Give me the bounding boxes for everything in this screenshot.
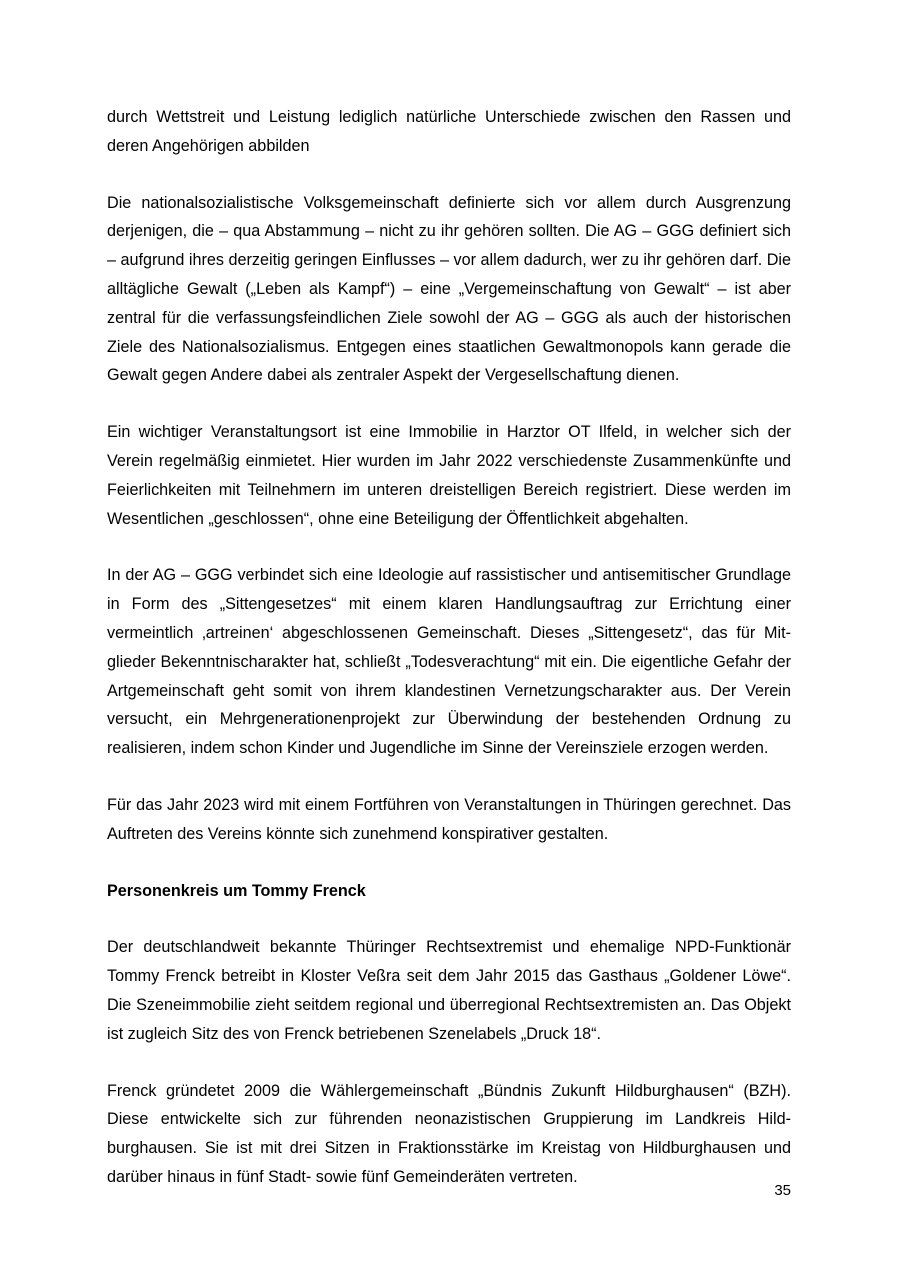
section-heading: Personenkreis um Tommy Frenck	[107, 881, 366, 900]
page-number: 35	[774, 1182, 791, 1199]
paragraph-volksgemeinschaft: Die nationalsozialistische Volksgemeinschaft definierte sich vor allem durch Ausgrenzung derjenigen, die – qua Abstammung – nicht zu ihr gehören sollten. Die AG – GGG definiert sich – aufgrund ihres derzeitig geringen Einflusses – vor allem dadurch, wer zu ihr gehören darf. Die alltägliche Gewalt („Leben als Kampf“) – eine „Vergemeinschaftung von Gewalt“ – ist aber zentral für die verfassungsfeindlichen Ziele sowohl der AG – GGG als auch der historischen Ziele des Nationalsozialismus. Entgegen eines staatlichen Gewaltmonopols kann gerade die Gewalt gegen Andere dabei als zentraler Aspekt der Vergesellschaftung dienen.	[107, 193, 791, 385]
page-body	[107, 103, 791, 1220]
paragraph-racial-differences: durch Wettstreit und Leistung lediglich natürliche Unterschiede zwischen den Rassen und deren Angehörigen abbilden	[107, 108, 791, 155]
paragraph-frenck-gasthaus: Der deutschlandweit bekannte Thüringer Rechtsextremist und ehemalige NPD-Funktionär Tommy Frenck betreibt in Kloster Veßra seit dem Jahr 2015 das Gasthaus „Goldener Löwe“. Die Szeneimmobilie zieht seitdem regional und überregional Rechtsextremisten an. Das Objekt ist zugleich Sitz des von Frenck betriebenen Szenelabels „Druck 18“.	[107, 938, 791, 1043]
paragraph-frenck-bzh: Frenck gründetet 2009 die Wählergemeinschaft „Bündnis Zukunft Hildburghausen“ (BZH). Diese entwickelte sich zur führenden neonazistischen Gruppierung im Landkreis Hildburghausen. Sie ist mit drei Sitzen in Fraktionsstärke im Kreistag von Hildburghausen und darüber hinaus in fünf Stadt- sowie fünf Gemeinderäten vertreten.	[107, 1081, 791, 1186]
paragraph-ideology: In der AG – GGG verbindet sich eine Ideologie auf rassistischer und antisemitischer Grundlage in Form des „Sittengesetzes“ mit einem klaren Handlungsauftrag zur Errichtung einer vermeintlich ‚artreinen‘ abgeschlossenen Gemeinschaft. Dieses „Sittengesetz“, das für Mitglieder Bekenntnischarakter hat, schließt „Todesverachtung“ mit ein. Die eigentliche Gefahr der Artgemeinschaft geht somit von ihrem klandestinen Vernetzungscharakter aus. Der Verein versucht, ein Mehrgenerationenprojekt zur Überwindung der bestehenden Ordnung zu realisieren, indem schon Kinder und Jugendliche im Sinne der Vereinsziele erzogen werden.	[107, 566, 791, 758]
paragraph-venue-ilfeld: Ein wichtiger Veranstaltungsort ist eine Immobilie in Harztor OT Ilfeld, in welcher sich der Verein regelmäßig einmietet. Hier wurden im Jahr 2022 verschiedenste Zusammenkünfte und Feierlichkeiten mit Teilnehmern im unteren dreistelligen Bereich registriert. Diese werden im Wesentlichen „geschlossen“, ohne eine Beteiligung der Öffentlichkeit abgehalten.	[107, 423, 791, 528]
paragraph-outlook-2023: Für das Jahr 2023 wird mit einem Fortführen von Veranstaltungen in Thüringen gerechnet. Das Auftreten des Vereins könnte sich zunehmend konspirativer gestalten.	[107, 795, 791, 843]
